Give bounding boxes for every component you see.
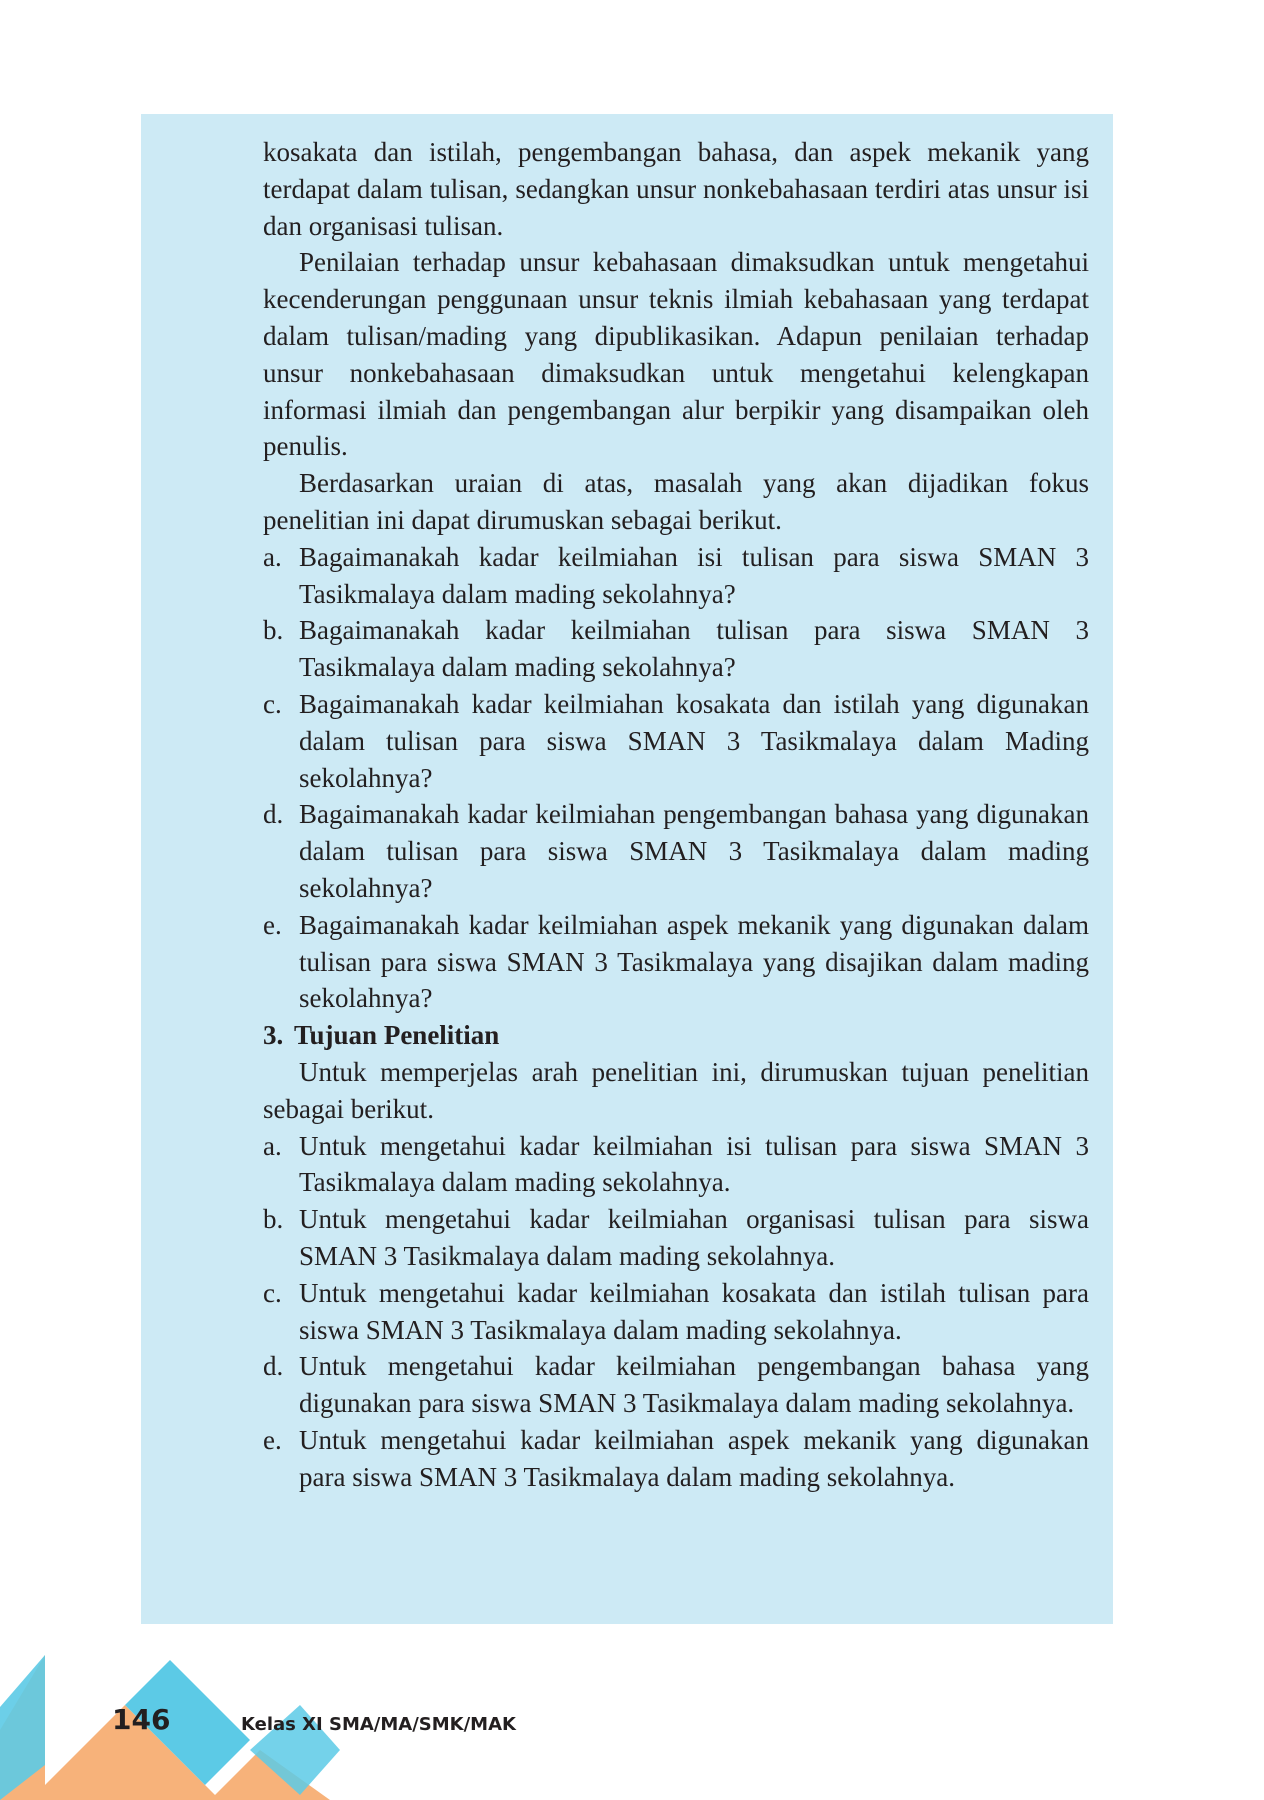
list-marker: d.: [263, 1351, 284, 1382]
section-intro: Untuk memperjelas arah penelitian ini, dirumuskan tujuan penelitian sebagai berikut.: [263, 1056, 1089, 1124]
list-item: [263, 686, 1089, 796]
list-marker: a.: [263, 1130, 282, 1161]
intro-paragraph-2: Penilaian terhadap unsur kebahasaan dimaksudkan untuk mengetahui kecenderungan penggunaan unsur teknis ilmiah kebahasaan yang terdapat dalam tulisan/mading yang dipublikasikan. Adapun penilaian terhadap unsur nonkebahasaan dimaksudkan untuk mengetahui kelengkapan informasi ilmiah dan pengembangan alur berpikir yang disampaikan oleh penulis.: [263, 247, 1089, 462]
list-marker: b.: [263, 1204, 284, 1235]
list-item-text: Untuk mengetahui kadar keilmiahan isi tulisan para siswa SMAN 3 Tasikmalaya dalam mading sekolahnya.: [299, 1130, 1089, 1198]
list-item: [263, 612, 1089, 686]
list-item: [263, 539, 1089, 613]
list-item-text: Untuk mengetahui kadar keilmiahan pengembangan bahasa yang digunakan para siswa SMAN 3 Tasikmalaya dalam mading sekolahnya.: [299, 1351, 1089, 1419]
list-item: [263, 796, 1089, 906]
list-item-text: Bagaimanakah kadar keilmiahan kosakata dan istilah yang digunakan dalam tulisan para siswa SMAN 3 Tasikmalaya dalam Mading sekolahnya?: [299, 688, 1089, 793]
list-item: [263, 1128, 1089, 1202]
list-marker: c.: [263, 1277, 282, 1308]
list-item: [263, 1422, 1089, 1496]
list-item-text: Bagaimanakah kadar keilmiahan isi tulisan para siswa SMAN 3 Tasikmalaya dalam mading sekolahnya?: [299, 541, 1089, 609]
intro-paragraph-3: Berdasarkan uraian di atas, masalah yang akan dijadikan fokus penelitian ini dapat dirumuskan sebagai berikut.: [263, 468, 1089, 535]
list-item: [263, 1201, 1089, 1275]
section-heading: [263, 1017, 1089, 1054]
list-item-text: Bagaimanakah kadar keilmiahan pengembangan bahasa yang digunakan dalam tulisan para siswa SMAN 3 Tasikmalaya dalam mading sekolahnya?: [299, 799, 1089, 903]
research-questions-list: [263, 539, 1089, 1017]
section-title: Tujuan Penelitian: [294, 1020, 500, 1051]
list-item-text: Bagaimanakah kadar keilmiahan tulisan para siswa SMAN 3 Tasikmalaya dalam mading sekolahnya?: [299, 615, 1089, 683]
page-number: 146: [112, 1703, 171, 1736]
list-item-text: Untuk mengetahui kadar keilmiahan organisasi tulisan para siswa SMAN 3 Tasikmalaya dalam mading sekolahnya.: [299, 1204, 1089, 1271]
list-marker: b.: [263, 615, 284, 646]
page-content: [263, 134, 1089, 1495]
list-marker: e.: [263, 1424, 282, 1455]
research-goals-list: [263, 1128, 1089, 1496]
list-item: [263, 1275, 1089, 1349]
list-item-text: Untuk mengetahui kadar keilmiahan kosakata dan istilah tulisan para siswa SMAN 3 Tasikmalaya dalam mading sekolahnya.: [299, 1277, 1089, 1345]
list-item-text: Bagaimanakah kadar keilmiahan aspek mekanik yang digunakan dalam tulisan para siswa SMAN 3 Tasikmalaya yang disajikan dalam mading sekolahnya?: [299, 909, 1089, 1014]
list-marker: d.: [263, 799, 284, 830]
list-item: [263, 907, 1089, 1017]
book-title: Kelas XI SMA/MA/SMK/MAK: [241, 1714, 516, 1735]
list-marker: c.: [263, 688, 282, 719]
list-item: [263, 1348, 1089, 1422]
list-item-text: Untuk mengetahui kadar keilmiahan aspek mekanik yang digunakan para siswa SMAN 3 Tasikmalaya dalam mading sekolahnya.: [299, 1424, 1089, 1492]
intro-paragraph-1: kosakata dan istilah, pengembangan bahasa, dan aspek mekanik yang terdapat dalam tulisan, sedangkan unsur nonkebahasaan terdiri atas unsur isi dan organisasi tulisan.: [263, 137, 1089, 241]
list-marker: a.: [263, 541, 282, 572]
list-marker: e.: [263, 909, 282, 940]
section-number: 3.: [263, 1020, 284, 1051]
